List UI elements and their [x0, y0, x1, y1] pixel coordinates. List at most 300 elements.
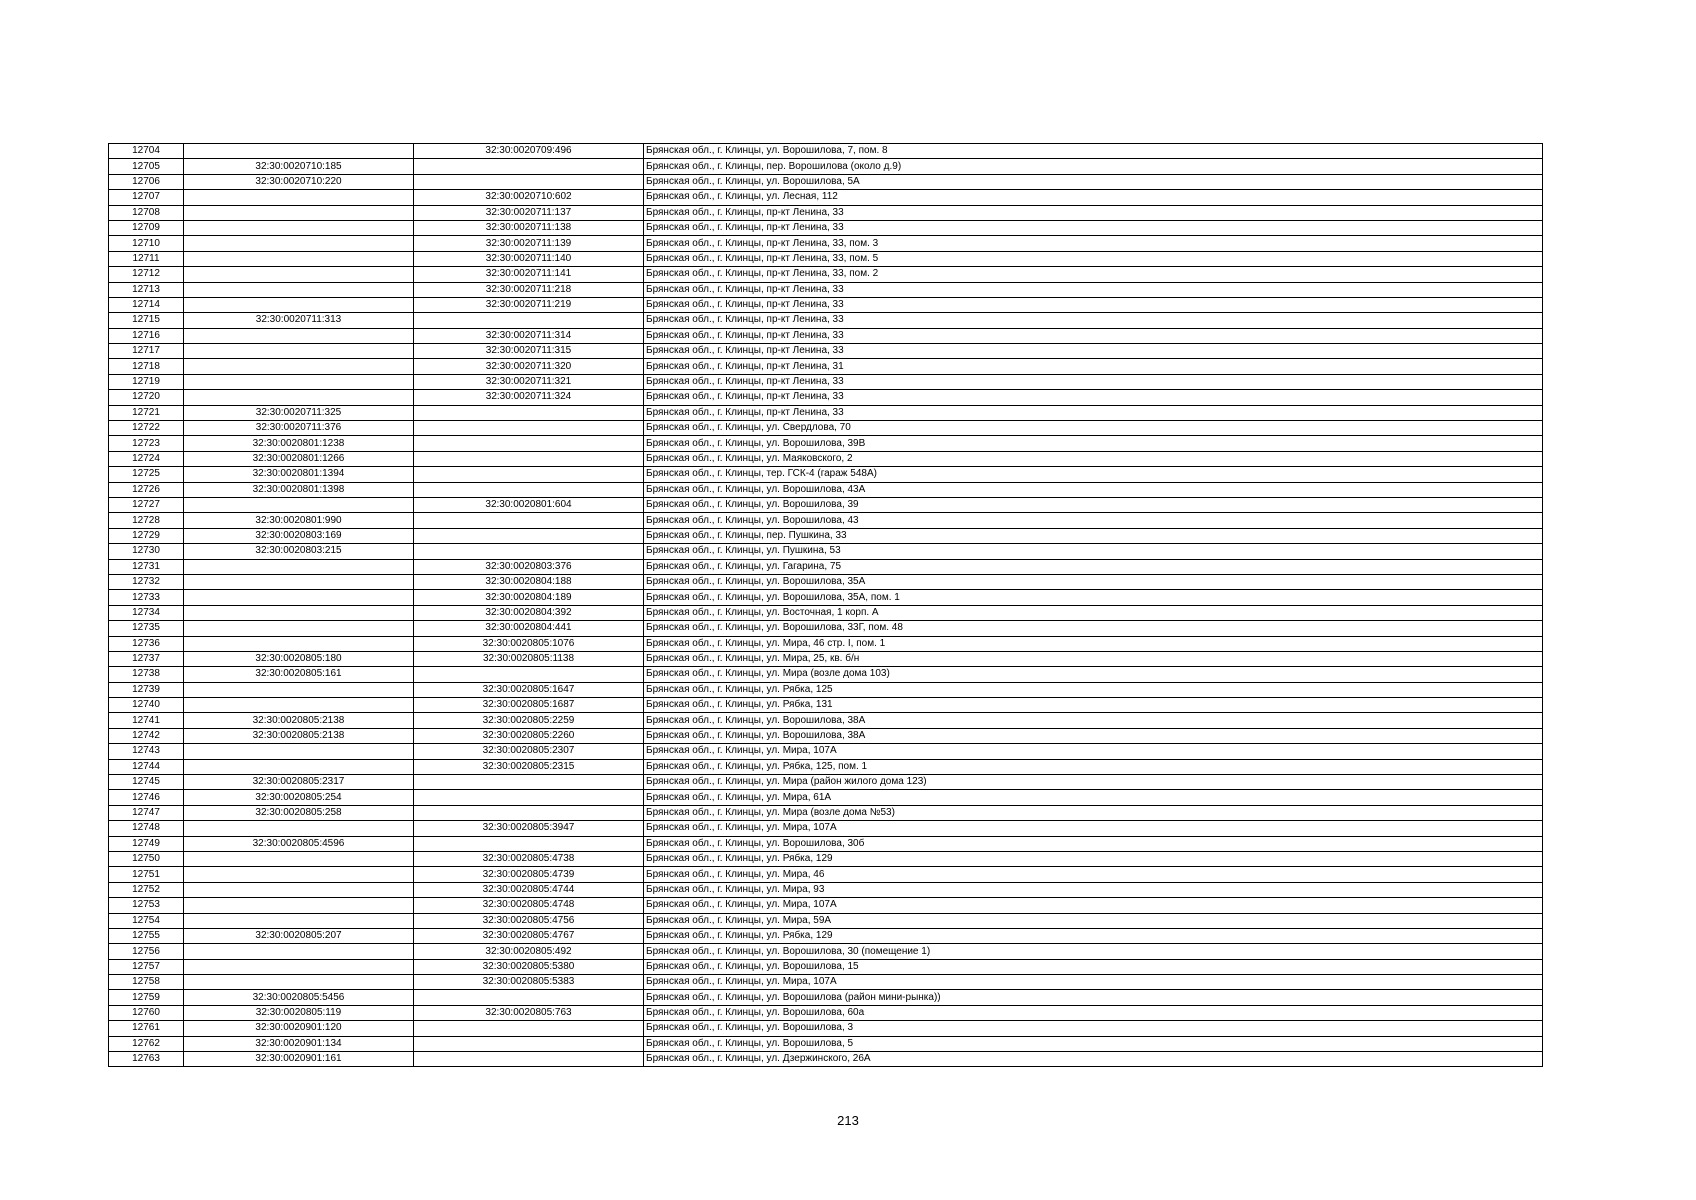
address-cell: Брянская обл., г. Клинцы, ул. Ворошилова, 7, пом. 8 — [644, 144, 1543, 159]
cadastral-number-a-cell — [184, 944, 414, 959]
cadastral-number-b-cell: 32:30:0020711:315 — [414, 344, 644, 359]
row-number-cell: 12737 — [109, 651, 184, 666]
page-number: 213 — [837, 1113, 859, 1128]
row-number-cell: 12740 — [109, 698, 184, 713]
cadastral-number-a-cell — [184, 959, 414, 974]
cadastral-number-a-cell — [184, 190, 414, 205]
cadastral-number-b-cell — [414, 990, 644, 1005]
cadastral-number-b-cell — [414, 405, 644, 420]
cadastral-number-b-cell: 32:30:0020805:2260 — [414, 728, 644, 743]
cadastral-number-a-cell: 32:30:0020805:2317 — [184, 775, 414, 790]
table-row — [109, 959, 1543, 974]
row-number-cell: 12715 — [109, 313, 184, 328]
address-cell: Брянская обл., г. Клинцы, пер. Ворошилова (около д.9) — [644, 159, 1543, 174]
row-number-cell: 12725 — [109, 467, 184, 482]
address-cell: Брянская обл., г. Клинцы, ул. Восточная, 1 корп. А — [644, 605, 1543, 620]
row-number-cell: 12727 — [109, 497, 184, 512]
cadastral-number-a-cell — [184, 821, 414, 836]
cadastral-number-b-cell — [414, 790, 644, 805]
address-cell: Брянская обл., г. Клинцы, ул. Ворошилова, 38А — [644, 713, 1543, 728]
cadastral-number-b-cell: 32:30:0020711:138 — [414, 220, 644, 235]
cadastral-number-a-cell: 32:30:0020710:185 — [184, 159, 414, 174]
cadastral-number-b-cell — [414, 421, 644, 436]
table-row — [109, 559, 1543, 574]
cadastral-number-a-cell — [184, 297, 414, 312]
row-number-cell: 12710 — [109, 236, 184, 251]
table-row — [109, 790, 1543, 805]
row-number-cell: 12724 — [109, 451, 184, 466]
row-number-cell: 12743 — [109, 744, 184, 759]
table-row — [109, 975, 1543, 990]
row-number-cell: 12714 — [109, 297, 184, 312]
address-cell: Брянская обл., г. Клинцы, пр-кт Ленина, 31 — [644, 359, 1543, 374]
row-number-cell: 12754 — [109, 913, 184, 928]
table-row — [109, 913, 1543, 928]
table-row — [109, 805, 1543, 820]
table-row — [109, 775, 1543, 790]
row-number-cell: 12729 — [109, 528, 184, 543]
cadastral-number-b-cell — [414, 667, 644, 682]
row-number-cell: 12756 — [109, 944, 184, 959]
cadastral-number-a-cell — [184, 867, 414, 882]
row-number-cell: 12721 — [109, 405, 184, 420]
row-number-cell: 12748 — [109, 821, 184, 836]
cadastral-number-a-cell: 32:30:0020901:161 — [184, 1052, 414, 1067]
cadastral-number-a-cell — [184, 328, 414, 343]
cadastral-number-a-cell: 32:30:0020805:2138 — [184, 713, 414, 728]
address-cell: Брянская обл., г. Клинцы, ул. Мира (возле дома №53) — [644, 805, 1543, 820]
address-cell: Брянская обл., г. Клинцы, ул. Маяковского, 2 — [644, 451, 1543, 466]
table-row — [109, 190, 1543, 205]
row-number-cell: 12755 — [109, 928, 184, 943]
table-row — [109, 851, 1543, 866]
table-row — [109, 467, 1543, 482]
cadastral-number-a-cell — [184, 975, 414, 990]
row-number-cell: 12736 — [109, 636, 184, 651]
row-number-cell: 12719 — [109, 374, 184, 389]
address-cell: Брянская обл., г. Клинцы, ул. Мира, 46 стр. I, пом. 1 — [644, 636, 1543, 651]
table-row — [109, 328, 1543, 343]
cadastral-number-b-cell: 32:30:0020805:4756 — [414, 913, 644, 928]
cadastral-number-b-cell: 32:30:0020805:3947 — [414, 821, 644, 836]
table-row — [109, 1005, 1543, 1020]
address-cell: Брянская обл., г. Клинцы, пр-кт Ленина, 33 — [644, 344, 1543, 359]
table-row — [109, 267, 1543, 282]
cadastral-number-a-cell: 32:30:0020801:1394 — [184, 467, 414, 482]
address-cell: Брянская обл., г. Клинцы, ул. Мира, 107А — [644, 975, 1543, 990]
address-cell: Брянская обл., г. Клинцы, ул. Ворошилова, 30 (помещение 1) — [644, 944, 1543, 959]
table-row — [109, 682, 1543, 697]
address-cell: Брянская обл., г. Клинцы, ул. Гагарина, 75 — [644, 559, 1543, 574]
address-cell: Брянская обл., г. Клинцы, ул. Лесная, 112 — [644, 190, 1543, 205]
address-cell: Брянская обл., г. Клинцы, ул. Ворошилова, 35А, пом. 1 — [644, 590, 1543, 605]
cadastral-number-a-cell: 32:30:0020711:313 — [184, 313, 414, 328]
address-cell: Брянская обл., г. Клинцы, ул. Мира, 46 — [644, 867, 1543, 882]
cadastral-number-a-cell: 32:30:0020805:4596 — [184, 836, 414, 851]
address-cell: Брянская обл., г. Клинцы, ул. Дзержинского, 26А — [644, 1052, 1543, 1067]
cadastral-number-a-cell — [184, 205, 414, 220]
cadastral-number-b-cell — [414, 1052, 644, 1067]
table-row — [109, 990, 1543, 1005]
cadastral-number-b-cell: 32:30:0020805:1647 — [414, 682, 644, 697]
cadastral-number-b-cell: 32:30:0020805:5380 — [414, 959, 644, 974]
address-cell: Брянская обл., г. Клинцы, ул. Ворошилова, 60а — [644, 1005, 1543, 1020]
cadastral-number-a-cell — [184, 559, 414, 574]
table-row — [109, 728, 1543, 743]
cadastral-number-a-cell — [184, 374, 414, 389]
row-number-cell: 12723 — [109, 436, 184, 451]
table-row — [109, 836, 1543, 851]
cadastral-number-b-cell: 32:30:0020804:188 — [414, 574, 644, 589]
table-row — [109, 1021, 1543, 1036]
cadastral-number-a-cell: 32:30:0020801:1238 — [184, 436, 414, 451]
cadastral-number-a-cell — [184, 344, 414, 359]
address-cell: Брянская обл., г. Клинцы, ул. Ворошилова, 43А — [644, 482, 1543, 497]
registry-table-body — [109, 144, 1543, 1067]
address-cell: Брянская обл., г. Клинцы, ул. Мира, 25, кв. б/н — [644, 651, 1543, 666]
address-cell: Брянская обл., г. Клинцы, пр-кт Ленина, 33 — [644, 205, 1543, 220]
cadastral-number-a-cell: 32:30:0020805:254 — [184, 790, 414, 805]
row-number-cell: 12730 — [109, 544, 184, 559]
cadastral-number-b-cell — [414, 544, 644, 559]
table-row — [109, 1052, 1543, 1067]
address-cell: Брянская обл., г. Клинцы, ул. Ворошилова, 15 — [644, 959, 1543, 974]
row-number-cell: 12750 — [109, 851, 184, 866]
cadastral-number-a-cell: 32:30:0020805:2138 — [184, 728, 414, 743]
table-row — [109, 405, 1543, 420]
address-cell: Брянская обл., г. Клинцы, ул. Рябка, 125 — [644, 682, 1543, 697]
address-cell: Брянская обл., г. Клинцы, ул. Мира, 107А — [644, 744, 1543, 759]
cadastral-number-a-cell: 32:30:0020805:119 — [184, 1005, 414, 1020]
address-cell: Брянская обл., г. Клинцы, ул. Ворошилова, 38А — [644, 728, 1543, 743]
cadastral-number-a-cell — [184, 590, 414, 605]
address-cell: Брянская обл., г. Клинцы, ул. Мира, 61А — [644, 790, 1543, 805]
cadastral-number-a-cell — [184, 913, 414, 928]
row-number-cell: 12717 — [109, 344, 184, 359]
cadastral-number-a-cell: 32:30:0020805:180 — [184, 651, 414, 666]
row-number-cell: 12733 — [109, 590, 184, 605]
cadastral-number-a-cell: 32:30:0020711:376 — [184, 421, 414, 436]
table-row — [109, 297, 1543, 312]
table-row — [109, 344, 1543, 359]
table-row — [109, 667, 1543, 682]
cadastral-number-a-cell — [184, 497, 414, 512]
table-row — [109, 1036, 1543, 1051]
row-number-cell: 12728 — [109, 513, 184, 528]
cadastral-number-b-cell — [414, 836, 644, 851]
cadastral-number-a-cell — [184, 759, 414, 774]
cadastral-number-b-cell: 32:30:0020805:2259 — [414, 713, 644, 728]
table-row — [109, 574, 1543, 589]
cadastral-number-b-cell — [414, 482, 644, 497]
address-cell: Брянская обл., г. Клинцы, пр-кт Ленина, 33, пом. 5 — [644, 251, 1543, 266]
cadastral-number-b-cell — [414, 513, 644, 528]
address-cell: Брянская обл., г. Клинцы, ул. Ворошилова (район мини-рынка)) — [644, 990, 1543, 1005]
cadastral-number-a-cell — [184, 236, 414, 251]
cadastral-number-a-cell: 32:30:0020901:134 — [184, 1036, 414, 1051]
cadastral-number-b-cell: 32:30:0020805:492 — [414, 944, 644, 959]
cadastral-number-a-cell: 32:30:0020805:5456 — [184, 990, 414, 1005]
row-number-cell: 12752 — [109, 882, 184, 897]
address-cell: Брянская обл., г. Клинцы, пр-кт Ленина, 33 — [644, 328, 1543, 343]
cadastral-number-b-cell: 32:30:0020805:4744 — [414, 882, 644, 897]
address-cell: Брянская обл., г. Клинцы, ул. Ворошилова, 33Г, пом. 48 — [644, 621, 1543, 636]
cadastral-number-a-cell: 32:30:0020711:325 — [184, 405, 414, 420]
cadastral-number-a-cell: 32:30:0020710:220 — [184, 174, 414, 189]
cadastral-number-a-cell — [184, 682, 414, 697]
cadastral-number-a-cell — [184, 390, 414, 405]
table-row — [109, 621, 1543, 636]
address-cell: Брянская обл., г. Клинцы, ул. Свердлова, 70 — [644, 421, 1543, 436]
address-cell: Брянская обл., г. Клинцы, ул. Ворошилова, 35А — [644, 574, 1543, 589]
cadastral-number-a-cell: 32:30:0020801:1398 — [184, 482, 414, 497]
row-number-cell: 12708 — [109, 205, 184, 220]
row-number-cell: 12722 — [109, 421, 184, 436]
cadastral-number-b-cell — [414, 159, 644, 174]
cadastral-number-b-cell: 32:30:0020711:314 — [414, 328, 644, 343]
table-row — [109, 713, 1543, 728]
cadastral-number-b-cell: 32:30:0020805:1076 — [414, 636, 644, 651]
table-row — [109, 867, 1543, 882]
row-number-cell: 12734 — [109, 605, 184, 620]
row-number-cell: 12739 — [109, 682, 184, 697]
address-cell: Брянская обл., г. Клинцы, ул. Мира, 93 — [644, 882, 1543, 897]
table-row — [109, 590, 1543, 605]
cadastral-number-b-cell: 32:30:0020711:141 — [414, 267, 644, 282]
row-number-cell: 12758 — [109, 975, 184, 990]
cadastral-number-b-cell — [414, 528, 644, 543]
table-row — [109, 144, 1543, 159]
cadastral-number-a-cell — [184, 220, 414, 235]
cadastral-number-b-cell: 32:30:0020805:1138 — [414, 651, 644, 666]
cadastral-number-b-cell: 32:30:0020711:320 — [414, 359, 644, 374]
address-cell: Брянская обл., г. Клинцы, пр-кт Ленина, 33 — [644, 282, 1543, 297]
cadastral-number-a-cell: 32:30:0020803:169 — [184, 528, 414, 543]
table-row — [109, 374, 1543, 389]
cadastral-number-b-cell: 32:30:0020805:4739 — [414, 867, 644, 882]
cadastral-number-a-cell: 32:30:0020805:258 — [184, 805, 414, 820]
cadastral-number-b-cell — [414, 805, 644, 820]
cadastral-number-a-cell — [184, 882, 414, 897]
row-number-cell: 12726 — [109, 482, 184, 497]
row-number-cell: 12720 — [109, 390, 184, 405]
table-row — [109, 544, 1543, 559]
address-cell: Брянская обл., г. Клинцы, ул. Рябка, 129 — [644, 928, 1543, 943]
cadastral-number-a-cell: 32:30:0020805:161 — [184, 667, 414, 682]
cadastral-number-b-cell: 32:30:0020805:2307 — [414, 744, 644, 759]
cadastral-number-b-cell — [414, 467, 644, 482]
table-row — [109, 651, 1543, 666]
address-cell: Брянская обл., г. Клинцы, тер. ГСК-4 (гараж 548А) — [644, 467, 1543, 482]
cadastral-number-b-cell: 32:30:0020805:4767 — [414, 928, 644, 943]
address-cell: Брянская обл., г. Клинцы, ул. Пушкина, 53 — [644, 544, 1543, 559]
cadastral-number-b-cell — [414, 451, 644, 466]
address-cell: Брянская обл., г. Клинцы, ул. Ворошилова, 43 — [644, 513, 1543, 528]
table-row — [109, 636, 1543, 651]
row-number-cell: 12712 — [109, 267, 184, 282]
cadastral-number-a-cell — [184, 636, 414, 651]
row-number-cell: 12744 — [109, 759, 184, 774]
cadastral-number-a-cell — [184, 267, 414, 282]
cadastral-number-a-cell — [184, 251, 414, 266]
cadastral-number-b-cell — [414, 1021, 644, 1036]
address-cell: Брянская обл., г. Клинцы, ул. Рябка, 125, пом. 1 — [644, 759, 1543, 774]
cadastral-number-a-cell: 32:30:0020901:120 — [184, 1021, 414, 1036]
cadastral-number-b-cell: 32:30:0020805:1687 — [414, 698, 644, 713]
cadastral-number-b-cell: 32:30:0020805:4748 — [414, 898, 644, 913]
table-row — [109, 421, 1543, 436]
cadastral-number-b-cell: 32:30:0020804:392 — [414, 605, 644, 620]
address-cell: Брянская обл., г. Клинцы, ул. Рябка, 129 — [644, 851, 1543, 866]
cadastral-number-b-cell: 32:30:0020805:2315 — [414, 759, 644, 774]
row-number-cell: 12763 — [109, 1052, 184, 1067]
cadastral-number-a-cell — [184, 359, 414, 374]
address-cell: Брянская обл., г. Клинцы, пр-кт Ленина, 33 — [644, 390, 1543, 405]
cadastral-number-b-cell: 32:30:0020801:604 — [414, 497, 644, 512]
cadastral-number-b-cell — [414, 313, 644, 328]
table-row — [109, 898, 1543, 913]
table-row — [109, 236, 1543, 251]
cadastral-number-a-cell — [184, 698, 414, 713]
table-row — [109, 497, 1543, 512]
table-row — [109, 605, 1543, 620]
cadastral-number-a-cell — [184, 898, 414, 913]
address-cell: Брянская обл., г. Клинцы, пр-кт Ленина, 33, пом. 3 — [644, 236, 1543, 251]
table-row — [109, 744, 1543, 759]
cadastral-number-b-cell: 32:30:0020710:602 — [414, 190, 644, 205]
cadastral-number-a-cell: 32:30:0020803:215 — [184, 544, 414, 559]
cadastral-number-b-cell — [414, 1036, 644, 1051]
table-row — [109, 882, 1543, 897]
cadastral-number-b-cell: 32:30:0020804:189 — [414, 590, 644, 605]
cadastral-number-a-cell: 32:30:0020805:207 — [184, 928, 414, 943]
cadastral-number-a-cell — [184, 282, 414, 297]
row-number-cell: 12707 — [109, 190, 184, 205]
table-row — [109, 513, 1543, 528]
table-row — [109, 282, 1543, 297]
address-cell: Брянская обл., г. Клинцы, ул. Ворошилова, 3 — [644, 1021, 1543, 1036]
table-row — [109, 220, 1543, 235]
row-number-cell: 12706 — [109, 174, 184, 189]
table-row — [109, 313, 1543, 328]
cadastral-number-b-cell: 32:30:0020803:376 — [414, 559, 644, 574]
row-number-cell: 12738 — [109, 667, 184, 682]
cadastral-number-b-cell: 32:30:0020805:4738 — [414, 851, 644, 866]
row-number-cell: 12747 — [109, 805, 184, 820]
row-number-cell: 12732 — [109, 574, 184, 589]
cadastral-number-a-cell — [184, 851, 414, 866]
table-row — [109, 174, 1543, 189]
cadastral-number-a-cell — [184, 621, 414, 636]
cadastral-number-b-cell: 32:30:0020711:218 — [414, 282, 644, 297]
address-cell: Брянская обл., г. Клинцы, пер. Пушкина, 33 — [644, 528, 1543, 543]
cadastral-number-b-cell: 32:30:0020711:140 — [414, 251, 644, 266]
table-row — [109, 928, 1543, 943]
row-number-cell: 12751 — [109, 867, 184, 882]
cadastral-number-b-cell: 32:30:0020711:137 — [414, 205, 644, 220]
table-row — [109, 390, 1543, 405]
row-number-cell: 12745 — [109, 775, 184, 790]
cadastral-number-b-cell: 32:30:0020805:763 — [414, 1005, 644, 1020]
address-cell: Брянская обл., г. Клинцы, ул. Рябка, 131 — [644, 698, 1543, 713]
table-row — [109, 528, 1543, 543]
cadastral-number-b-cell: 32:30:0020711:321 — [414, 374, 644, 389]
cadastral-number-b-cell: 32:30:0020709:496 — [414, 144, 644, 159]
cadastral-number-b-cell: 32:30:0020711:139 — [414, 236, 644, 251]
address-cell: Брянская обл., г. Клинцы, пр-кт Ленина, 33 — [644, 405, 1543, 420]
address-cell: Брянская обл., г. Клинцы, пр-кт Ленина, 33 — [644, 220, 1543, 235]
row-number-cell: 12718 — [109, 359, 184, 374]
address-cell: Брянская обл., г. Клинцы, ул. Ворошилова, 5А — [644, 174, 1543, 189]
row-number-cell: 12742 — [109, 728, 184, 743]
address-cell: Брянская обл., г. Клинцы, ул. Ворошилова, 39 — [644, 497, 1543, 512]
row-number-cell: 12760 — [109, 1005, 184, 1020]
registry-table — [108, 143, 1543, 1067]
address-cell: Брянская обл., г. Клинцы, ул. Мира (возле дома 103) — [644, 667, 1543, 682]
table-row — [109, 698, 1543, 713]
table-row — [109, 451, 1543, 466]
row-number-cell: 12711 — [109, 251, 184, 266]
cadastral-number-b-cell: 32:30:0020804:441 — [414, 621, 644, 636]
row-number-cell: 12761 — [109, 1021, 184, 1036]
table-row — [109, 821, 1543, 836]
address-cell: Брянская обл., г. Клинцы, ул. Мира (район жилого дома 123) — [644, 775, 1543, 790]
cadastral-number-a-cell — [184, 574, 414, 589]
table-row — [109, 759, 1543, 774]
row-number-cell: 12753 — [109, 898, 184, 913]
table-row — [109, 436, 1543, 451]
row-number-cell: 12731 — [109, 559, 184, 574]
address-cell: Брянская обл., г. Клинцы, пр-кт Ленина, 33 — [644, 374, 1543, 389]
address-cell: Брянская обл., г. Клинцы, пр-кт Ленина, 33 — [644, 313, 1543, 328]
row-number-cell: 12762 — [109, 1036, 184, 1051]
row-number-cell: 12709 — [109, 220, 184, 235]
address-cell: Брянская обл., г. Клинцы, ул. Мира, 107А — [644, 898, 1543, 913]
table-row — [109, 159, 1543, 174]
row-number-cell: 12757 — [109, 959, 184, 974]
row-number-cell: 12713 — [109, 282, 184, 297]
cadastral-number-b-cell — [414, 436, 644, 451]
table-row — [109, 944, 1543, 959]
address-cell: Брянская обл., г. Клинцы, пр-кт Ленина, 33, пом. 2 — [644, 267, 1543, 282]
address-cell: Брянская обл., г. Клинцы, ул. Ворошилова, 30б — [644, 836, 1543, 851]
row-number-cell: 12741 — [109, 713, 184, 728]
cadastral-number-a-cell — [184, 144, 414, 159]
address-cell: Брянская обл., г. Клинцы, ул. Мира, 107А — [644, 821, 1543, 836]
row-number-cell: 12704 — [109, 144, 184, 159]
row-number-cell: 12735 — [109, 621, 184, 636]
table-row — [109, 251, 1543, 266]
row-number-cell: 12746 — [109, 790, 184, 805]
cadastral-number-a-cell: 32:30:0020801:1266 — [184, 451, 414, 466]
cadastral-number-b-cell — [414, 775, 644, 790]
cadastral-number-b-cell — [414, 174, 644, 189]
row-number-cell: 12759 — [109, 990, 184, 1005]
cadastral-number-b-cell: 32:30:0020805:5383 — [414, 975, 644, 990]
table-row — [109, 205, 1543, 220]
address-cell: Брянская обл., г. Клинцы, пр-кт Ленина, 33 — [644, 297, 1543, 312]
address-cell: Брянская обл., г. Клинцы, ул. Ворошилова, 39В — [644, 436, 1543, 451]
cadastral-number-a-cell — [184, 605, 414, 620]
table-row — [109, 482, 1543, 497]
cadastral-number-a-cell — [184, 744, 414, 759]
row-number-cell: 12716 — [109, 328, 184, 343]
table-row — [109, 359, 1543, 374]
row-number-cell: 12749 — [109, 836, 184, 851]
address-cell: Брянская обл., г. Клинцы, ул. Ворошилова, 5 — [644, 1036, 1543, 1051]
row-number-cell: 12705 — [109, 159, 184, 174]
cadastral-number-b-cell: 32:30:0020711:324 — [414, 390, 644, 405]
